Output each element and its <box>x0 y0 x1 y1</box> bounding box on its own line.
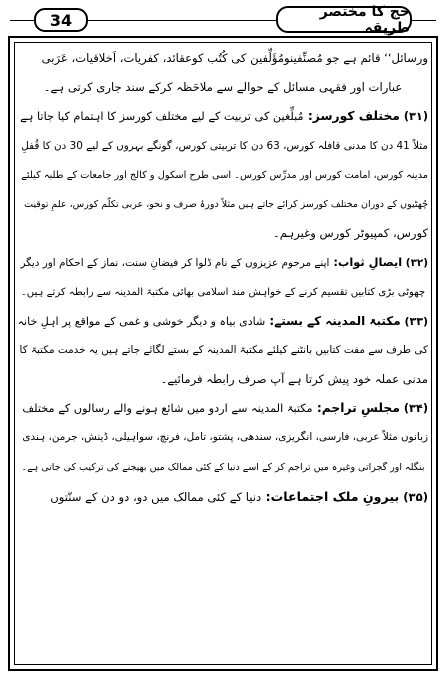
text-line <box>18 453 428 482</box>
line-text: مکتبۃ المدینہ سے اردو میں شائع ہونے والے رسالوں کے مختلف <box>22 402 313 416</box>
line-text: کورس، کمپیوٹر کورس وغیرہم۔ <box>272 226 428 241</box>
section-number: (۳۳) <box>400 314 428 328</box>
text-line <box>18 132 428 161</box>
line-text: کی طرف سے مفت کتابیں بانٹنے کیلئے مکتبۃ المدینہ کے بستے لگائے جاتے ہیں یہ خدمت مکتبۃ کا <box>19 343 428 356</box>
line-text: چُھٹیوں کے دوران مختلف کورسز کرائے جاتے ہیں مثلاً دورۂ صرف و نحو، عربی تکلّم کورس، علمِ توقیت <box>24 198 428 210</box>
text-line <box>18 102 428 131</box>
line-text: شادی بیاہ و دیگر خوشی و غمی کے مواقع پر اہلِ خانہ <box>18 314 266 328</box>
text-line <box>18 336 428 365</box>
text-line <box>18 44 428 73</box>
text-line <box>18 248 428 277</box>
running-title: حج کا مختصر طریقہ <box>276 6 412 33</box>
line-text: مُبلِّغین کی تربیت کے لیے مختلف کورسز کا اہتمام کیا جاتا ہے <box>20 110 304 124</box>
text-frame <box>8 36 438 671</box>
text-line <box>18 190 428 219</box>
line-text: چھوٹی بڑی کتابیں تقسیم کرنے کے خواہش مند اسلامی بھائی مکتبۃ المدینہ سے رابطہ کرتے ہیں۔ <box>20 286 426 298</box>
line-text: مدنی عملہ خود پیش کرتا ہے آپ صرف رابطہ فرمائیے۔ <box>160 372 428 387</box>
line-text: مدینہ کورس، امامت کورس اور مدرِّس کورس۔ اسی طرح اسکول و کالج اور جامعات کے طلبہ کیلئے <box>21 169 428 181</box>
text-line <box>18 394 428 423</box>
text-line <box>18 482 428 511</box>
body-text <box>18 44 428 665</box>
section-number: (۳۲) <box>402 257 428 270</box>
line-text: بنگلہ اور گجراتی وغیرہ میں تراجم کر کے اسے دنیا کے کئی ممالک میں بھیجنے کی ترکیب کی جاتی ہے۔ <box>21 461 425 473</box>
text-line <box>18 278 428 307</box>
section-heading: بیرونِ ملک اجتماعات: <box>261 488 400 504</box>
text-line <box>18 365 428 394</box>
line-text: ورسائل‘‘ قائم ہے جو مُصنِّفینومُؤَلِّفین کی کُتُب کوعقائد، کفریات، اَخلاقیات، عَرَبی <box>41 51 428 65</box>
section-heading: مختلف کورسز: <box>303 109 400 124</box>
line-text: مثلاً 41 دن کا مدنی قافلہ کورس، 63 دن کا تربیتی کورس، گونگے بہروں کے لیے 30 دن کا قُفلِ <box>21 139 428 152</box>
line-text: زبانوں مثلاً عربی، فارسی، انگریزی، سندھی، پشتو، تامل، فرنچ، سواہیلی، ڈینش، جرمن، ہندی <box>22 431 428 444</box>
text-line <box>18 161 428 190</box>
line-text: دنیا کے کئی ممالک میں دو، دو دن کے سنّتوں <box>50 489 262 504</box>
section-number: (۳۴) <box>399 402 428 416</box>
page-header <box>10 3 436 34</box>
line-text: اپنے مرحوم عزیزوں کے نام ڈلوا کر فیضانِ سنت، نماز کے احکام اور دیگر <box>20 257 330 270</box>
section-number: (۳۱) <box>399 110 428 124</box>
text-line <box>18 423 428 452</box>
text-line <box>18 219 428 248</box>
line-text: عبارات اور فقہی مسائل کے حوالے سے ملاحَظہ کرکے سند جاری کرتی ہے۔ <box>43 80 403 95</box>
section-heading: مکتبۃ المدینہ کے بستے: <box>265 313 401 328</box>
page-number: 34 <box>34 8 88 32</box>
section-heading: ایصالِ ثواب: <box>329 255 403 270</box>
section-number: (۳۵) <box>399 489 428 504</box>
text-line <box>18 307 428 336</box>
text-line <box>18 73 428 102</box>
section-heading: مجلسِ تراجم: <box>312 401 400 416</box>
